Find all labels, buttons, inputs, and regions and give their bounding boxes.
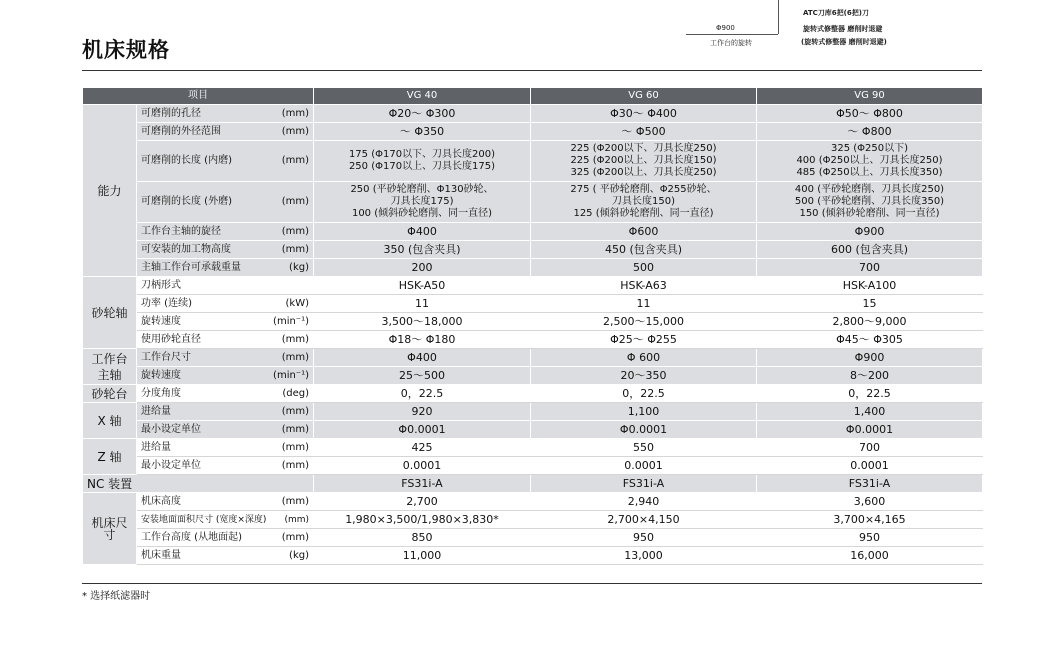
table-row — [83, 475, 983, 493]
table-row — [83, 295, 983, 313]
cell-vg60: Φ 600 — [531, 349, 757, 367]
top-note-dresser: 旋转式修整器 磨削时退避 — [803, 25, 883, 33]
category-z-axis: Z 轴 — [83, 439, 137, 475]
table-row — [83, 349, 983, 367]
cell-vg40: 11,000 — [314, 547, 531, 565]
cell-vg90: 1,400 — [757, 403, 983, 421]
row-label: 工作台高度 (从地面起) (mm) — [137, 529, 314, 547]
cell-vg40: 11 — [314, 295, 531, 313]
cell-vg40: Φ400 — [314, 223, 531, 241]
row-label: 可磨削的长度 (内磨) (mm) — [137, 141, 314, 182]
cell-vg40: 200 — [314, 259, 531, 277]
cell-vg40: 920 — [314, 403, 531, 421]
header-vg40: VG 40 — [314, 88, 531, 105]
row-label: 功率 (连续) (kW) — [137, 295, 314, 313]
category-nc: NC 装置 — [83, 475, 314, 493]
spec-table — [82, 87, 983, 565]
row-label: 可安装的加工物高度 (mm) — [137, 241, 314, 259]
table-row — [83, 403, 983, 421]
cell-vg40: 425 — [314, 439, 531, 457]
cell-vg60: 950 — [531, 529, 757, 547]
category-machine-size: 机床尺寸 — [83, 493, 137, 565]
cell-vg60: 450 (包含夹具) — [531, 241, 757, 259]
row-label: 机床高度 (mm) — [137, 493, 314, 511]
top-note-table-rotation: 工作台的旋转 — [710, 39, 752, 47]
table-row — [83, 259, 983, 277]
cell-vg60: Φ600 — [531, 223, 757, 241]
cell-vg40: 25～500 — [314, 367, 531, 385]
table-row — [83, 123, 983, 141]
cell-vg60: 550 — [531, 439, 757, 457]
category-wheel-head: 砂轮台 — [83, 385, 137, 403]
cell-vg40: 0，22.5 — [314, 385, 531, 403]
cell-vg60: 20～350 — [531, 367, 757, 385]
cell-vg40: 1,980×3,500/1,980×3,830* — [314, 511, 531, 529]
top-note-dresser-2: (旋转式修整器 磨削时退避) — [801, 38, 887, 46]
cell-vg40: HSK-A50 — [314, 277, 531, 295]
cell-vg60: 0.0001 — [531, 457, 757, 475]
cell-vg40: Φ400 — [314, 349, 531, 367]
cell-vg90: 325 (Φ250以下) 400 (Φ250以上、刀具长度250) 485 (Φ250以上、刀具长度350) — [757, 141, 983, 182]
footnote: * 选择纸滤器时 — [82, 591, 151, 602]
row-label: 可磨削的孔径 (mm) — [137, 105, 314, 123]
row-label: 工作台尺寸 (mm) — [137, 349, 314, 367]
cell-vg40: 0.0001 — [314, 457, 531, 475]
table-row — [83, 439, 983, 457]
cell-vg60: 0，22.5 — [531, 385, 757, 403]
cell-vg40: 850 — [314, 529, 531, 547]
title-divider — [82, 70, 982, 71]
row-label: 最小设定单位 (mm) — [137, 421, 314, 439]
cell-vg60: 1,100 — [531, 403, 757, 421]
cell-vg60: 13,000 — [531, 547, 757, 565]
row-label: 使用砂轮直径 (mm) — [137, 331, 314, 349]
cell-vg60: 2,700×4,150 — [531, 511, 757, 529]
table-row — [83, 141, 983, 182]
header-vg60: VG 60 — [531, 88, 757, 105]
row-label: 最小设定单位 (mm) — [137, 457, 314, 475]
cell-vg90: 0，22.5 — [757, 385, 983, 403]
row-label: 刀柄形式 — [137, 277, 314, 295]
top-note-phi900: Φ900 — [716, 24, 735, 32]
header-item: 项目 — [83, 88, 314, 105]
cell-vg60: 2,940 — [531, 493, 757, 511]
table-row — [83, 313, 983, 331]
cell-vg40: 2,700 — [314, 493, 531, 511]
row-label: 机床重量 (kg) — [137, 547, 314, 565]
table-header-row — [83, 88, 983, 105]
table-row — [83, 547, 983, 565]
row-label: 旋转速度 (min⁻¹) — [137, 367, 314, 385]
header-vg90: VG 90 — [757, 88, 983, 105]
row-label: 可磨削的长度 (外磨) (mm) — [137, 182, 314, 223]
table-row — [83, 331, 983, 349]
cell-vg90: 2,800～9,000 — [757, 313, 983, 331]
row-label: 进给量 (mm) — [137, 403, 314, 421]
cell-vg90: Φ0.0001 — [757, 421, 983, 439]
cell-vg40: 175 (Φ170以下、刀具长度200) 250 (Φ170以上、刀具长度175) — [314, 141, 531, 182]
row-label: 分度角度 (deg) — [137, 385, 314, 403]
cell-vg90: ～ Φ800 — [757, 123, 983, 141]
table-row — [83, 385, 983, 403]
cell-vg40: Φ20～ Φ300 — [314, 105, 531, 123]
table-row — [83, 241, 983, 259]
table-row — [83, 223, 983, 241]
table-row — [83, 493, 983, 511]
page-title: 机床规格 — [82, 38, 170, 62]
cell-vg60: 11 — [531, 295, 757, 313]
row-label: 可磨削的外径范围 (mm) — [137, 123, 314, 141]
cell-vg90: 700 — [757, 439, 983, 457]
cell-vg60: 225 (Φ200以下、刀具长度250) 225 (Φ200以上、刀具长度150) 325 (Φ200以上、刀具长度250) — [531, 141, 757, 182]
cell-vg90: 0.0001 — [757, 457, 983, 475]
top-note-atc: ATC刀库6把(6把)刀 — [803, 9, 869, 17]
table-row — [83, 529, 983, 547]
cell-vg60: ～ Φ500 — [531, 123, 757, 141]
table-row — [83, 105, 983, 123]
table-row — [83, 421, 983, 439]
category-capacity: 能力 — [83, 105, 137, 277]
cell-vg90: 600 (包含夹具) — [757, 241, 983, 259]
cell-vg40: 250 (平砂轮磨削、Φ130砂轮、 刀具长度175) 100 (倾斜砂轮磨削、同一直径) — [314, 182, 531, 223]
cell-vg60: Φ0.0001 — [531, 421, 757, 439]
cell-vg60: HSK-A63 — [531, 277, 757, 295]
cell-vg40: Φ18～ Φ180 — [314, 331, 531, 349]
cell-vg90: Φ900 — [757, 223, 983, 241]
row-label: 安装地面面积尺寸 (宽度×深度) (mm) — [137, 511, 314, 529]
cell-vg60: 2,500～15,000 — [531, 313, 757, 331]
cell-vg60: 500 — [531, 259, 757, 277]
category-wheel-spindle: 砂轮轴 — [83, 277, 137, 349]
cell-vg90: Φ45～ Φ305 — [757, 331, 983, 349]
table-row — [83, 277, 983, 295]
top-note-leader — [778, 0, 779, 34]
table-row — [83, 182, 983, 223]
row-label: 主轴工作台可承载重量 (kg) — [137, 259, 314, 277]
cell-vg60: 275 ( 平砂轮磨削、Φ255砂轮、 刀具长度150) 125 (倾斜砂轮磨削、同一直径) — [531, 182, 757, 223]
table-row — [83, 511, 983, 529]
cell-vg90: 950 — [757, 529, 983, 547]
cell-vg90: 8～200 — [757, 367, 983, 385]
cell-vg90: FS31i-A — [757, 475, 983, 493]
category-table-spindle: 工作台 主轴 — [83, 349, 137, 385]
bottom-divider — [82, 583, 982, 584]
row-label: 旋转速度 (min⁻¹) — [137, 313, 314, 331]
table-row — [83, 367, 983, 385]
cell-vg90: 3,600 — [757, 493, 983, 511]
cell-vg90: 3,700×4,165 — [757, 511, 983, 529]
cell-vg40: Φ0.0001 — [314, 421, 531, 439]
cell-vg40: FS31i-A — [314, 475, 531, 493]
cell-vg60: Φ30～ Φ400 — [531, 105, 757, 123]
top-note-divider — [686, 34, 778, 35]
cell-vg90: Φ900 — [757, 349, 983, 367]
category-x-axis: X 轴 — [83, 403, 137, 439]
cell-vg90: 400 (平砂轮磨削、刀具长度250) 500 (平砂轮磨削、刀具长度350) 150 (倾斜砂轮磨削、同一直径) — [757, 182, 983, 223]
cell-vg90: Φ50～ Φ800 — [757, 105, 983, 123]
cell-vg90: 16,000 — [757, 547, 983, 565]
row-label: 工作台主轴的旋径 (mm) — [137, 223, 314, 241]
row-label: 进给量 (mm) — [137, 439, 314, 457]
cell-vg90: 700 — [757, 259, 983, 277]
cell-vg90: HSK-A100 — [757, 277, 983, 295]
cell-vg60: FS31i-A — [531, 475, 757, 493]
cell-vg60: Φ25～ Φ255 — [531, 331, 757, 349]
table-row — [83, 457, 983, 475]
cell-vg40: ～ Φ350 — [314, 123, 531, 141]
cell-vg90: 15 — [757, 295, 983, 313]
cell-vg40: 350 (包含夹具) — [314, 241, 531, 259]
cell-vg40: 3,500～18,000 — [314, 313, 531, 331]
